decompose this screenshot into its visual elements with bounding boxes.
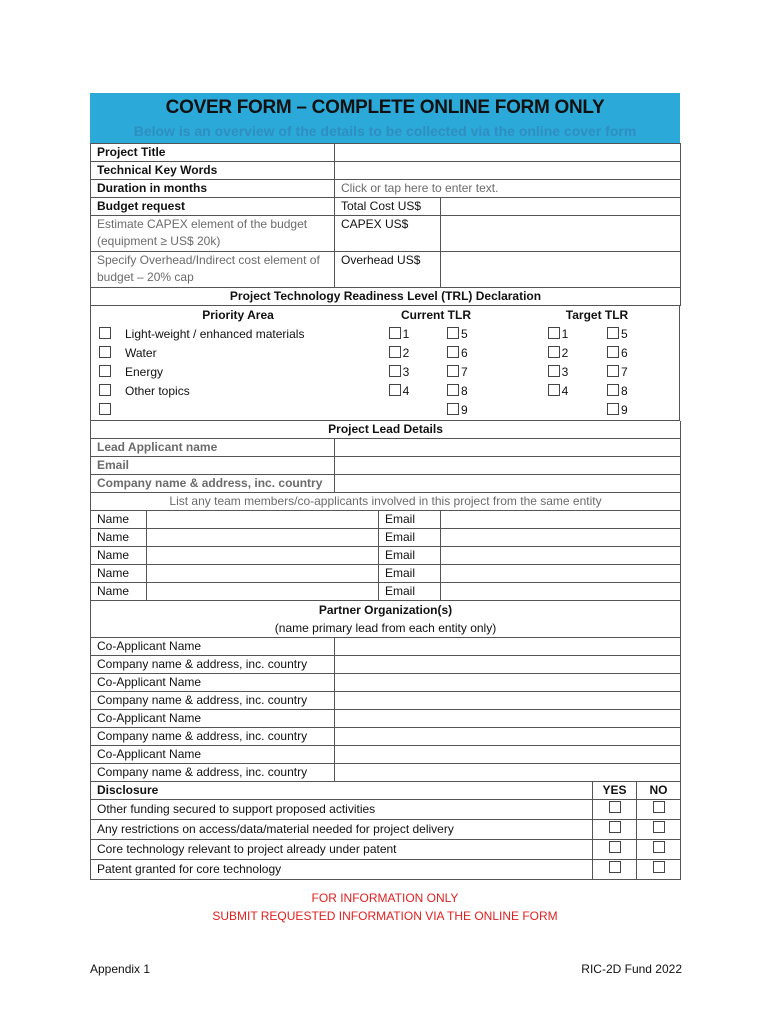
disclosure-heading: Disclosure [91, 782, 593, 800]
trl-row [91, 363, 679, 382]
member-email-label: Email [379, 583, 441, 601]
target-level-option[interactable]: 8 [601, 382, 679, 401]
member-name-field[interactable] [147, 547, 379, 565]
cover-form [90, 93, 680, 880]
member-name-label: Name [91, 511, 147, 529]
trl-table [91, 306, 679, 420]
member-email-field[interactable] [441, 565, 681, 583]
priority-checkbox[interactable] [99, 403, 111, 415]
lead-name-field[interactable] [335, 439, 681, 457]
project-title-label: Project Title [91, 144, 335, 162]
member-email-label: Email [379, 565, 441, 583]
partner-subheading: (name primary lead from each entity only) [274, 621, 497, 635]
member-email-field[interactable] [441, 529, 681, 547]
keywords-label: Technical Key Words [91, 162, 335, 180]
current-level-option[interactable]: 2 [357, 344, 441, 363]
partner-company-label: Company name & address, inc. country [91, 728, 335, 746]
partner-company-field[interactable] [335, 728, 681, 746]
current-level-option[interactable]: 6 [441, 344, 515, 363]
form-title: COVER FORM – COMPLETE ONLINE FORM ONLY [165, 97, 605, 118]
current-level-option[interactable]: 8 [441, 382, 515, 401]
disclosure-row [91, 820, 681, 840]
member-name-label: Name [91, 565, 147, 583]
disclosure-item: Core technology relevant to project already under patent [91, 840, 593, 860]
priority-checkbox[interactable] [99, 365, 111, 377]
priority-checkbox[interactable] [99, 346, 111, 358]
member-email-field[interactable] [441, 583, 681, 601]
lead-name-label: Lead Applicant name [91, 439, 335, 457]
member-name-label: Name [91, 529, 147, 547]
yes-checkbox[interactable] [609, 841, 621, 853]
member-email-label: Email [379, 511, 441, 529]
total-cost-field[interactable] [441, 198, 681, 216]
notice-line-2: SUBMIT REQUESTED INFORMATION VIA THE ONLINE FORM [212, 909, 558, 923]
priority-area-header: Priority Area [202, 308, 274, 322]
member-email-field[interactable] [441, 547, 681, 565]
priority-area-label: Other topics [125, 384, 190, 398]
current-level-option[interactable]: 5 [441, 325, 515, 344]
target-level-option[interactable]: 7 [601, 363, 679, 382]
lead-heading: Project Lead Details [91, 421, 681, 439]
no-checkbox[interactable] [653, 801, 665, 813]
partner-heading-cell [91, 601, 681, 638]
current-tlr-header: Current TLR [401, 308, 471, 322]
yes-checkbox[interactable] [609, 821, 621, 833]
current-level-option[interactable]: 4 [357, 382, 441, 401]
total-cost-label: Total Cost US$ [335, 198, 441, 216]
form-header [90, 93, 680, 143]
overhead-description: Specify Overhead/Indirect cost element of budget – 20% cap [91, 252, 335, 288]
no-checkbox[interactable] [653, 861, 665, 873]
disclosure-table [90, 782, 681, 880]
member-name-field[interactable] [147, 565, 379, 583]
priority-area-label: Water [125, 346, 157, 360]
member-email-label: Email [379, 547, 441, 565]
current-level-option[interactable]: 3 [357, 363, 441, 382]
target-level-option[interactable]: 2 [515, 344, 601, 363]
member-email-label: Email [379, 529, 441, 547]
team-note: List any team members/co-applicants involved in this project from the same entity [91, 493, 681, 511]
co-applicant-label: Co-Applicant Name [91, 638, 335, 656]
trl-row [91, 401, 679, 420]
team-row [91, 547, 681, 565]
keywords-field[interactable] [335, 162, 681, 180]
partner-company-label: Company name & address, inc. country [91, 764, 335, 782]
trl-heading: Project Technology Readiness Level (TRL) Declaration [91, 288, 681, 306]
disclosure-item: Patent granted for core technology [91, 860, 593, 880]
member-name-field[interactable] [147, 529, 379, 547]
priority-checkbox[interactable] [99, 327, 111, 339]
co-applicant-field[interactable] [335, 710, 681, 728]
priority-area-label [119, 401, 357, 420]
trl-section [90, 306, 680, 421]
partner-company-label: Company name & address, inc. country [91, 692, 335, 710]
lead-email-field[interactable] [335, 457, 681, 475]
project-table [90, 143, 681, 306]
overhead-label: Overhead US$ [335, 252, 441, 288]
co-applicant-field[interactable] [335, 674, 681, 692]
member-name-field[interactable] [147, 583, 379, 601]
disclosure-row [91, 800, 681, 820]
team-row [91, 529, 681, 547]
disclosure-row [91, 840, 681, 860]
partner-heading: Partner Organization(s) [318, 603, 453, 617]
target-level-option[interactable]: 6 [601, 344, 679, 363]
form-subtitle: Below is an overview of the details to be collected via the online cover form [133, 123, 637, 139]
budget-label: Budget request [91, 198, 335, 216]
project-title-field[interactable] [335, 144, 681, 162]
member-email-field[interactable] [441, 511, 681, 529]
disclosure-row [91, 860, 681, 880]
partner-company-field[interactable] [335, 692, 681, 710]
priority-area-label: Light-weight / enhanced materials [125, 327, 305, 341]
target-level-option[interactable]: 4 [515, 382, 601, 401]
team-row [91, 565, 681, 583]
target-level-option[interactable]: 1 [515, 325, 601, 344]
notice-line-1: FOR INFORMATION ONLY [311, 891, 459, 905]
lead-company-field[interactable] [335, 475, 681, 493]
member-name-label: Name [91, 583, 147, 601]
footer-appendix: Appendix 1 [90, 962, 151, 976]
current-level-option[interactable]: 7 [441, 363, 515, 382]
partner-company-field[interactable] [335, 656, 681, 674]
no-header: NO [637, 782, 681, 800]
partner-company-label: Company name & address, inc. country [91, 656, 335, 674]
no-checkbox[interactable] [653, 841, 665, 853]
disclosure-item: Other funding secured to support proposed activities [91, 800, 593, 820]
team-table [90, 511, 681, 601]
co-applicant-field[interactable] [335, 638, 681, 656]
target-tlr-header: Target TLR [565, 308, 629, 322]
priority-area-label: Energy [125, 365, 164, 379]
co-applicant-label: Co-Applicant Name [91, 746, 335, 764]
target-level-option[interactable]: 5 [601, 325, 679, 344]
trl-row [91, 382, 679, 401]
member-name-label: Name [91, 547, 147, 565]
capex-field[interactable] [441, 216, 681, 252]
lead-email-label: Email [91, 457, 335, 475]
footer-fund: RIC-2D Fund 2022 [581, 962, 682, 976]
partner-company-field[interactable] [335, 764, 681, 782]
disclosure-item: Any restrictions on access/data/material needed for project delivery [91, 820, 593, 840]
priority-checkbox[interactable] [99, 384, 111, 396]
target-level-option[interactable]: 3 [515, 363, 601, 382]
team-row [91, 511, 681, 529]
current-level-option[interactable]: 1 [357, 325, 441, 344]
capex-description: Estimate CAPEX element of the budget (equipment ≥ US$ 20k) [91, 216, 335, 252]
member-name-field[interactable] [147, 511, 379, 529]
overhead-field[interactable] [441, 252, 681, 288]
partner-table [90, 601, 681, 782]
co-applicant-label: Co-Applicant Name [91, 674, 335, 692]
co-applicant-field[interactable] [335, 746, 681, 764]
current-level-option[interactable]: 9 [441, 401, 515, 420]
capex-label: CAPEX US$ [335, 216, 441, 252]
co-applicant-label: Co-Applicant Name [91, 710, 335, 728]
team-row [91, 583, 681, 601]
duration-field[interactable]: Click or tap here to enter text. [335, 180, 681, 198]
duration-label: Duration in months [91, 180, 335, 198]
yes-checkbox[interactable] [609, 861, 621, 873]
no-checkbox[interactable] [653, 821, 665, 833]
target-level-option[interactable]: 9 [601, 401, 679, 420]
lead-table [90, 421, 681, 511]
yes-header: YES [593, 782, 637, 800]
trl-row [91, 325, 679, 344]
trl-row [91, 344, 679, 363]
yes-checkbox[interactable] [609, 801, 621, 813]
lead-company-label: Company name & address, inc. country [91, 475, 335, 493]
